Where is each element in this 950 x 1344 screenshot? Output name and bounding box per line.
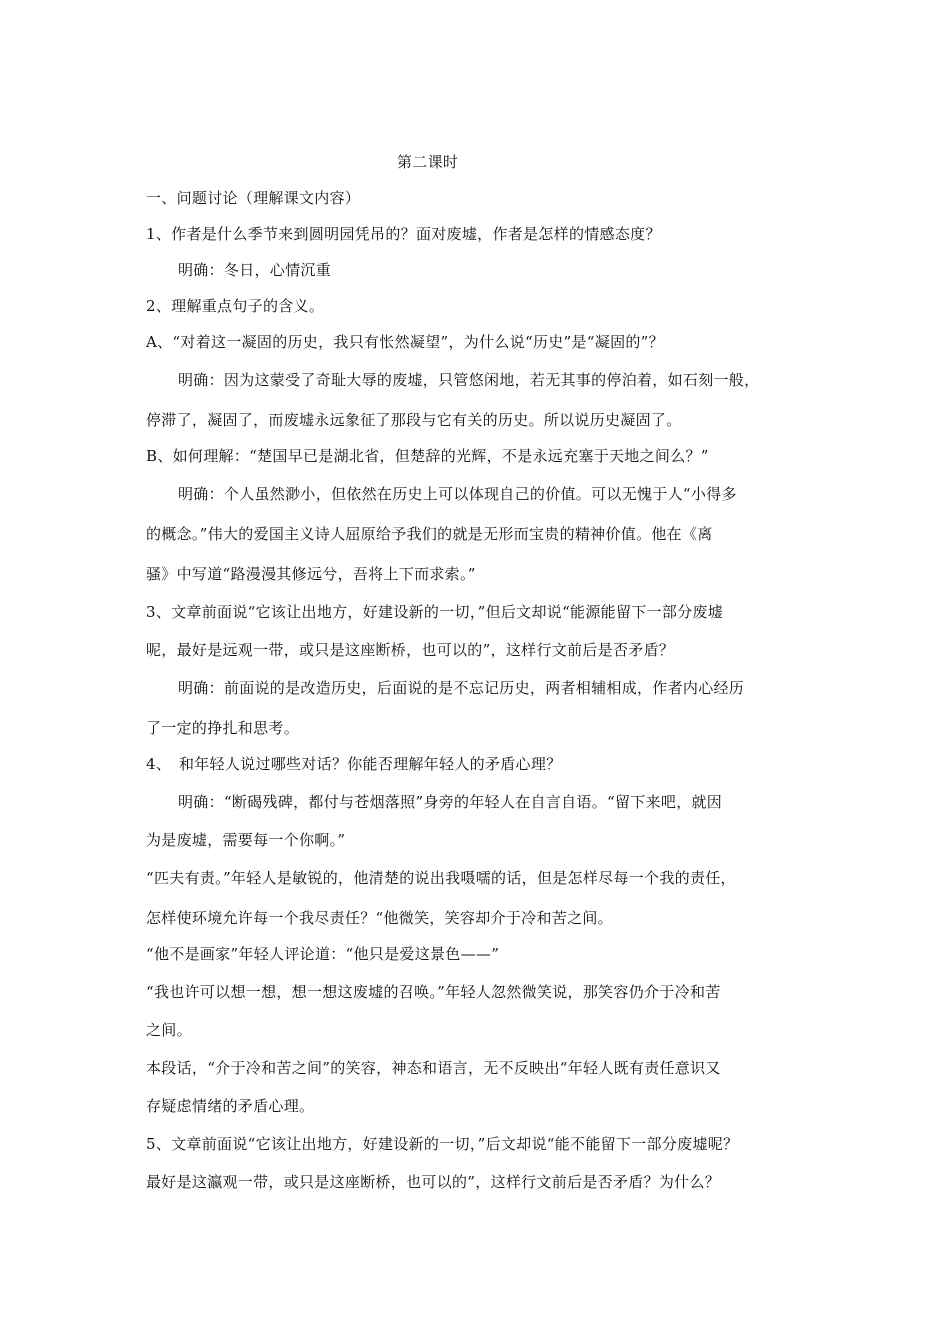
answer-4-line-4: 怎样使环境允许每一个我尽责任？“他微笑，笑容却介于冷和苦之间。 xyxy=(146,909,613,927)
answer-4-line-2: 为是废墟，需要每一个你啊。” xyxy=(146,831,346,849)
answer-3-line-1: 明确：前面说的是改造历史，后面说的是不忘记历史，两者相辅相成，作者内心经历 xyxy=(178,679,745,697)
answer-4-line-6: “我也许可以想一想，想一想这废墟的召唤。”年轻人忽然微笑说，那笑容仍介于冷和苦 xyxy=(146,983,721,1001)
answer-4-line-5: “他不是画家”年轻人评论道：“他只是爱这景色——” xyxy=(146,945,500,963)
answer-4-line-7: 之间。 xyxy=(146,1021,192,1039)
question-5-line-2: 最好是这瀛观一带，或只是这座断桥，也可以的”，这样行文前后是否矛盾？为什么？ xyxy=(146,1173,721,1191)
answer-3-line-2: 了一定的挣扎和思考。 xyxy=(146,719,300,737)
question-3-line-1: 3、文章前面说“它该让出地方，好建设新的一切，”但后文却说“能源能留下一部分废墟 xyxy=(146,603,724,621)
question-3-line-2: 呢，最好是远观一带，或只是这座断桥，也可以的”，这样行文前后是否矛盾？ xyxy=(146,641,675,659)
question-5-line-1: 5、文章前面说“它该让出地方，好建设新的一切，”后文却说“能不能留下一部分废墟呢？ xyxy=(146,1135,739,1153)
answer-4-line-3: “匹夫有责。”年轻人是敏锐的，他清楚的说出我嗫嚅的话，但是怎样尽每一个我的责任， xyxy=(146,869,736,887)
answer-2a-line-1: 明确：因为这蒙受了奇耻大辱的废墟，只管悠闲地，若无其事的停泊着，如石刻一般， xyxy=(178,371,760,389)
question-1: 1、作者是什么季节来到圆明园凭吊的？面对废墟，作者是怎样的情感态度？ xyxy=(146,225,661,243)
question-2a: A、“对着这一凝固的历史，我只有怅然凝望”，为什么说“历史”是“凝固的”？ xyxy=(146,333,664,351)
page-title: 第二课时 xyxy=(397,153,459,171)
answer-2b-line-1: 明确：个人虽然渺小，但依然在历史上可以体现自己的价值。可以无愧于人“小得多 xyxy=(178,485,737,503)
answer-4-line-8: 本段话，“介于冷和苦之间”的笑容，神态和语言，无不反映出“年轻人既有责任意识又 xyxy=(146,1059,721,1077)
section-heading: 一、问题讨论（理解课文内容） xyxy=(146,189,361,207)
answer-1: 明确：冬日，心情沉重 xyxy=(178,261,332,279)
answer-2b-line-2: 的概念。”伟大的爱国主义诗人屈原给予我们的就是无形而宝贵的精神价值。他在《离 xyxy=(146,525,713,543)
answer-4-line-9: 存疑虑情绪的矛盾心理。 xyxy=(146,1097,315,1115)
answer-2a-line-2: 停滞了，凝固了，而废墟永远象征了那段与它有关的历史。所以说历史凝固了。 xyxy=(146,411,682,429)
answer-2b-line-3: 骚》中写道“路漫漫其修远兮，吾将上下而求索。” xyxy=(146,565,476,583)
question-2: 2、理解重点句子的含义。 xyxy=(146,297,325,315)
question-4: 4、 和年轻人说过哪些对话？你能否理解年轻人的矛盾心理？ xyxy=(146,755,562,773)
question-2b: B、如何理解：“楚国早已是湖北省，但楚辞的光辉，不是永远充塞于天地之间么？” xyxy=(146,447,709,465)
answer-4-line-1: 明确：“断碣残碑，都付与苍烟落照”身旁的年轻人在自言自语。“留下来吧，就因 xyxy=(178,793,723,811)
